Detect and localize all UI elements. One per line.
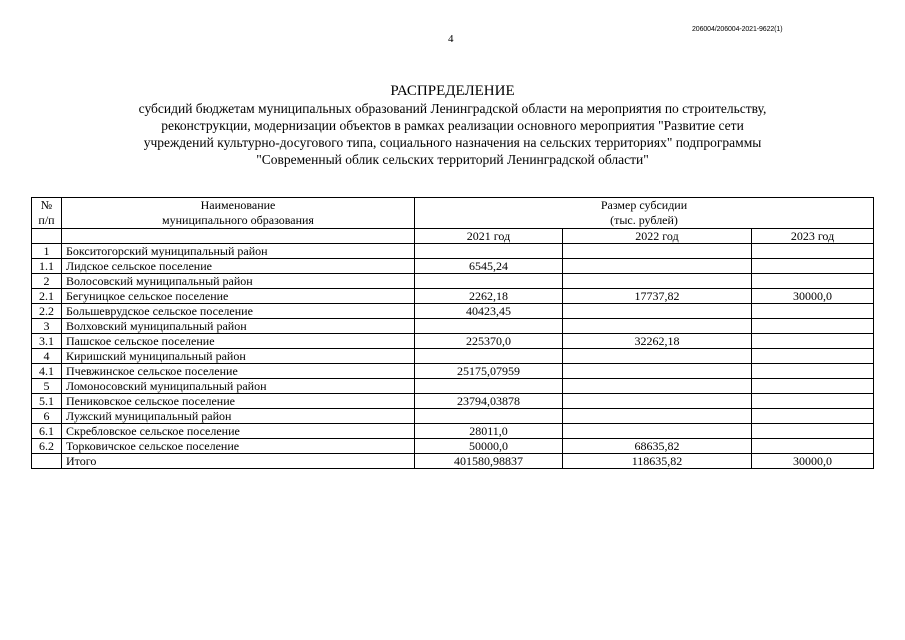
row-name: Пениковское сельское поселение (62, 394, 415, 409)
document-id: 206004/206004-2021-9622(1) (692, 26, 783, 33)
row-name: Торковичское сельское поселение (62, 439, 415, 454)
row-value-2022: 32262,18 (563, 334, 752, 349)
year-2022-header: 2022 год (563, 229, 752, 244)
row-number: 1.1 (32, 259, 62, 274)
row-value-2021: 225370,0 (415, 334, 563, 349)
row-number: 6.2 (32, 439, 62, 454)
row-value-2021: 6545,24 (415, 259, 563, 274)
heading-line-4: "Современный облик сельских территорий Ленинградской области" (256, 152, 649, 167)
row-value-2021 (415, 409, 563, 424)
table-row (32, 334, 874, 349)
table-row (32, 259, 874, 274)
heading-line-2: реконструкции, модернизации объектов в рамках реализации основного мероприятия "Развитие сети (161, 118, 744, 133)
row-value-2022 (563, 379, 752, 394)
year-row-name-cell (62, 229, 415, 244)
row-value-2021: 28011,0 (415, 424, 563, 439)
heading-title: РАСПРЕДЕЛЕНИЕ (390, 83, 515, 99)
row-value-2023 (752, 319, 874, 334)
row-name: Киришский муниципальный район (62, 349, 415, 364)
row-value-2021 (415, 274, 563, 289)
row-name: Пашское сельское поселение (62, 334, 415, 349)
row-value-2022 (563, 259, 752, 274)
page-number: 4 (448, 33, 454, 45)
row-value-2021 (415, 349, 563, 364)
row-name: Волосовский муниципальный район (62, 274, 415, 289)
row-value-2022 (563, 274, 752, 289)
table-row (32, 379, 874, 394)
row-value-2022: 17737,82 (563, 289, 752, 304)
table-row (32, 394, 874, 409)
table-row (32, 424, 874, 439)
row-number: 3.1 (32, 334, 62, 349)
row-value-2023 (752, 304, 874, 319)
total-num-cell (32, 454, 62, 469)
row-value-2022: 68635,82 (563, 439, 752, 454)
heading-line-3: учреждений культурно-досугового типа, социального назначения на сельских территориях" подпрограммы (143, 135, 762, 150)
row-value-2022 (563, 319, 752, 334)
row-name: Волховский муниципальный район (62, 319, 415, 334)
header-size-line-2: (тыс. рублей) (610, 213, 678, 227)
row-value-2021 (415, 379, 563, 394)
header-name-cell (62, 198, 415, 229)
row-value-2023 (752, 259, 874, 274)
row-value-2023 (752, 364, 874, 379)
row-number: 2.2 (32, 304, 62, 319)
row-value-2022 (563, 394, 752, 409)
row-value-2023 (752, 334, 874, 349)
header-size-line-1: Размер субсидии (600, 198, 688, 212)
row-number: 6.1 (32, 424, 62, 439)
document-heading (60, 83, 845, 168)
row-name: Большеврудское сельское поселение (62, 304, 415, 319)
row-value-2022 (563, 304, 752, 319)
total-value-2021: 401580,98837 (415, 454, 563, 469)
row-name: Бегуницкое сельское поселение (62, 289, 415, 304)
header-num-line-2: п/п (38, 213, 55, 227)
year-row-num-cell (32, 229, 62, 244)
row-name: Пчевжинское сельское поселение (62, 364, 415, 379)
year-2021-header: 2021 год (415, 229, 563, 244)
row-value-2023 (752, 439, 874, 454)
row-value-2022 (563, 409, 752, 424)
header-size-cell (415, 198, 874, 229)
row-number: 6 (32, 409, 62, 424)
row-value-2021 (415, 319, 563, 334)
row-number: 5 (32, 379, 62, 394)
row-value-2023: 30000,0 (752, 289, 874, 304)
row-name: Лужский муниципальный район (62, 409, 415, 424)
row-value-2023 (752, 274, 874, 289)
row-value-2023 (752, 409, 874, 424)
row-value-2021: 23794,03878 (415, 394, 563, 409)
row-name: Ломоносовский муниципальный район (62, 379, 415, 394)
row-value-2022 (563, 244, 752, 259)
row-value-2021: 50000,0 (415, 439, 563, 454)
row-number: 1 (32, 244, 62, 259)
subsidy-table (31, 197, 874, 469)
row-value-2021: 2262,18 (415, 289, 563, 304)
row-value-2021: 40423,45 (415, 304, 563, 319)
table-year-row (32, 229, 874, 244)
table-row (32, 274, 874, 289)
row-value-2022 (563, 424, 752, 439)
row-value-2022 (563, 364, 752, 379)
row-value-2021: 25175,07959 (415, 364, 563, 379)
row-number: 3 (32, 319, 62, 334)
row-name: Бокситогорский муниципальный район (62, 244, 415, 259)
row-value-2023 (752, 244, 874, 259)
row-name: Скребловское сельское поселение (62, 424, 415, 439)
total-value-2022: 118635,82 (563, 454, 752, 469)
header-num-line-1: № (40, 198, 53, 212)
total-value-2023: 30000,0 (752, 454, 874, 469)
row-number: 2.1 (32, 289, 62, 304)
row-value-2023 (752, 349, 874, 364)
table-row (32, 289, 874, 304)
heading-line-1: субсидий бюджетам муниципальных образований Ленинградской области на мероприятия по строительству, (138, 101, 767, 116)
total-label: Итого (62, 454, 415, 469)
row-value-2023 (752, 394, 874, 409)
row-name: Лидское сельское поселение (62, 259, 415, 274)
table-row (32, 439, 874, 454)
table-row (32, 319, 874, 334)
table-row (32, 349, 874, 364)
row-value-2023 (752, 379, 874, 394)
row-value-2023 (752, 424, 874, 439)
header-name-line-2: муниципального образования (162, 213, 314, 227)
header-num-cell (32, 198, 62, 229)
row-value-2022 (563, 349, 752, 364)
header-name-line-1: Наименование (200, 198, 276, 212)
row-number: 4 (32, 349, 62, 364)
table-row (32, 304, 874, 319)
table-row (32, 364, 874, 379)
table-row (32, 244, 874, 259)
row-value-2021 (415, 244, 563, 259)
year-2023-header: 2023 год (752, 229, 874, 244)
table-total-row (32, 454, 874, 469)
row-number: 4.1 (32, 364, 62, 379)
row-number: 2 (32, 274, 62, 289)
row-number: 5.1 (32, 394, 62, 409)
table-row (32, 409, 874, 424)
